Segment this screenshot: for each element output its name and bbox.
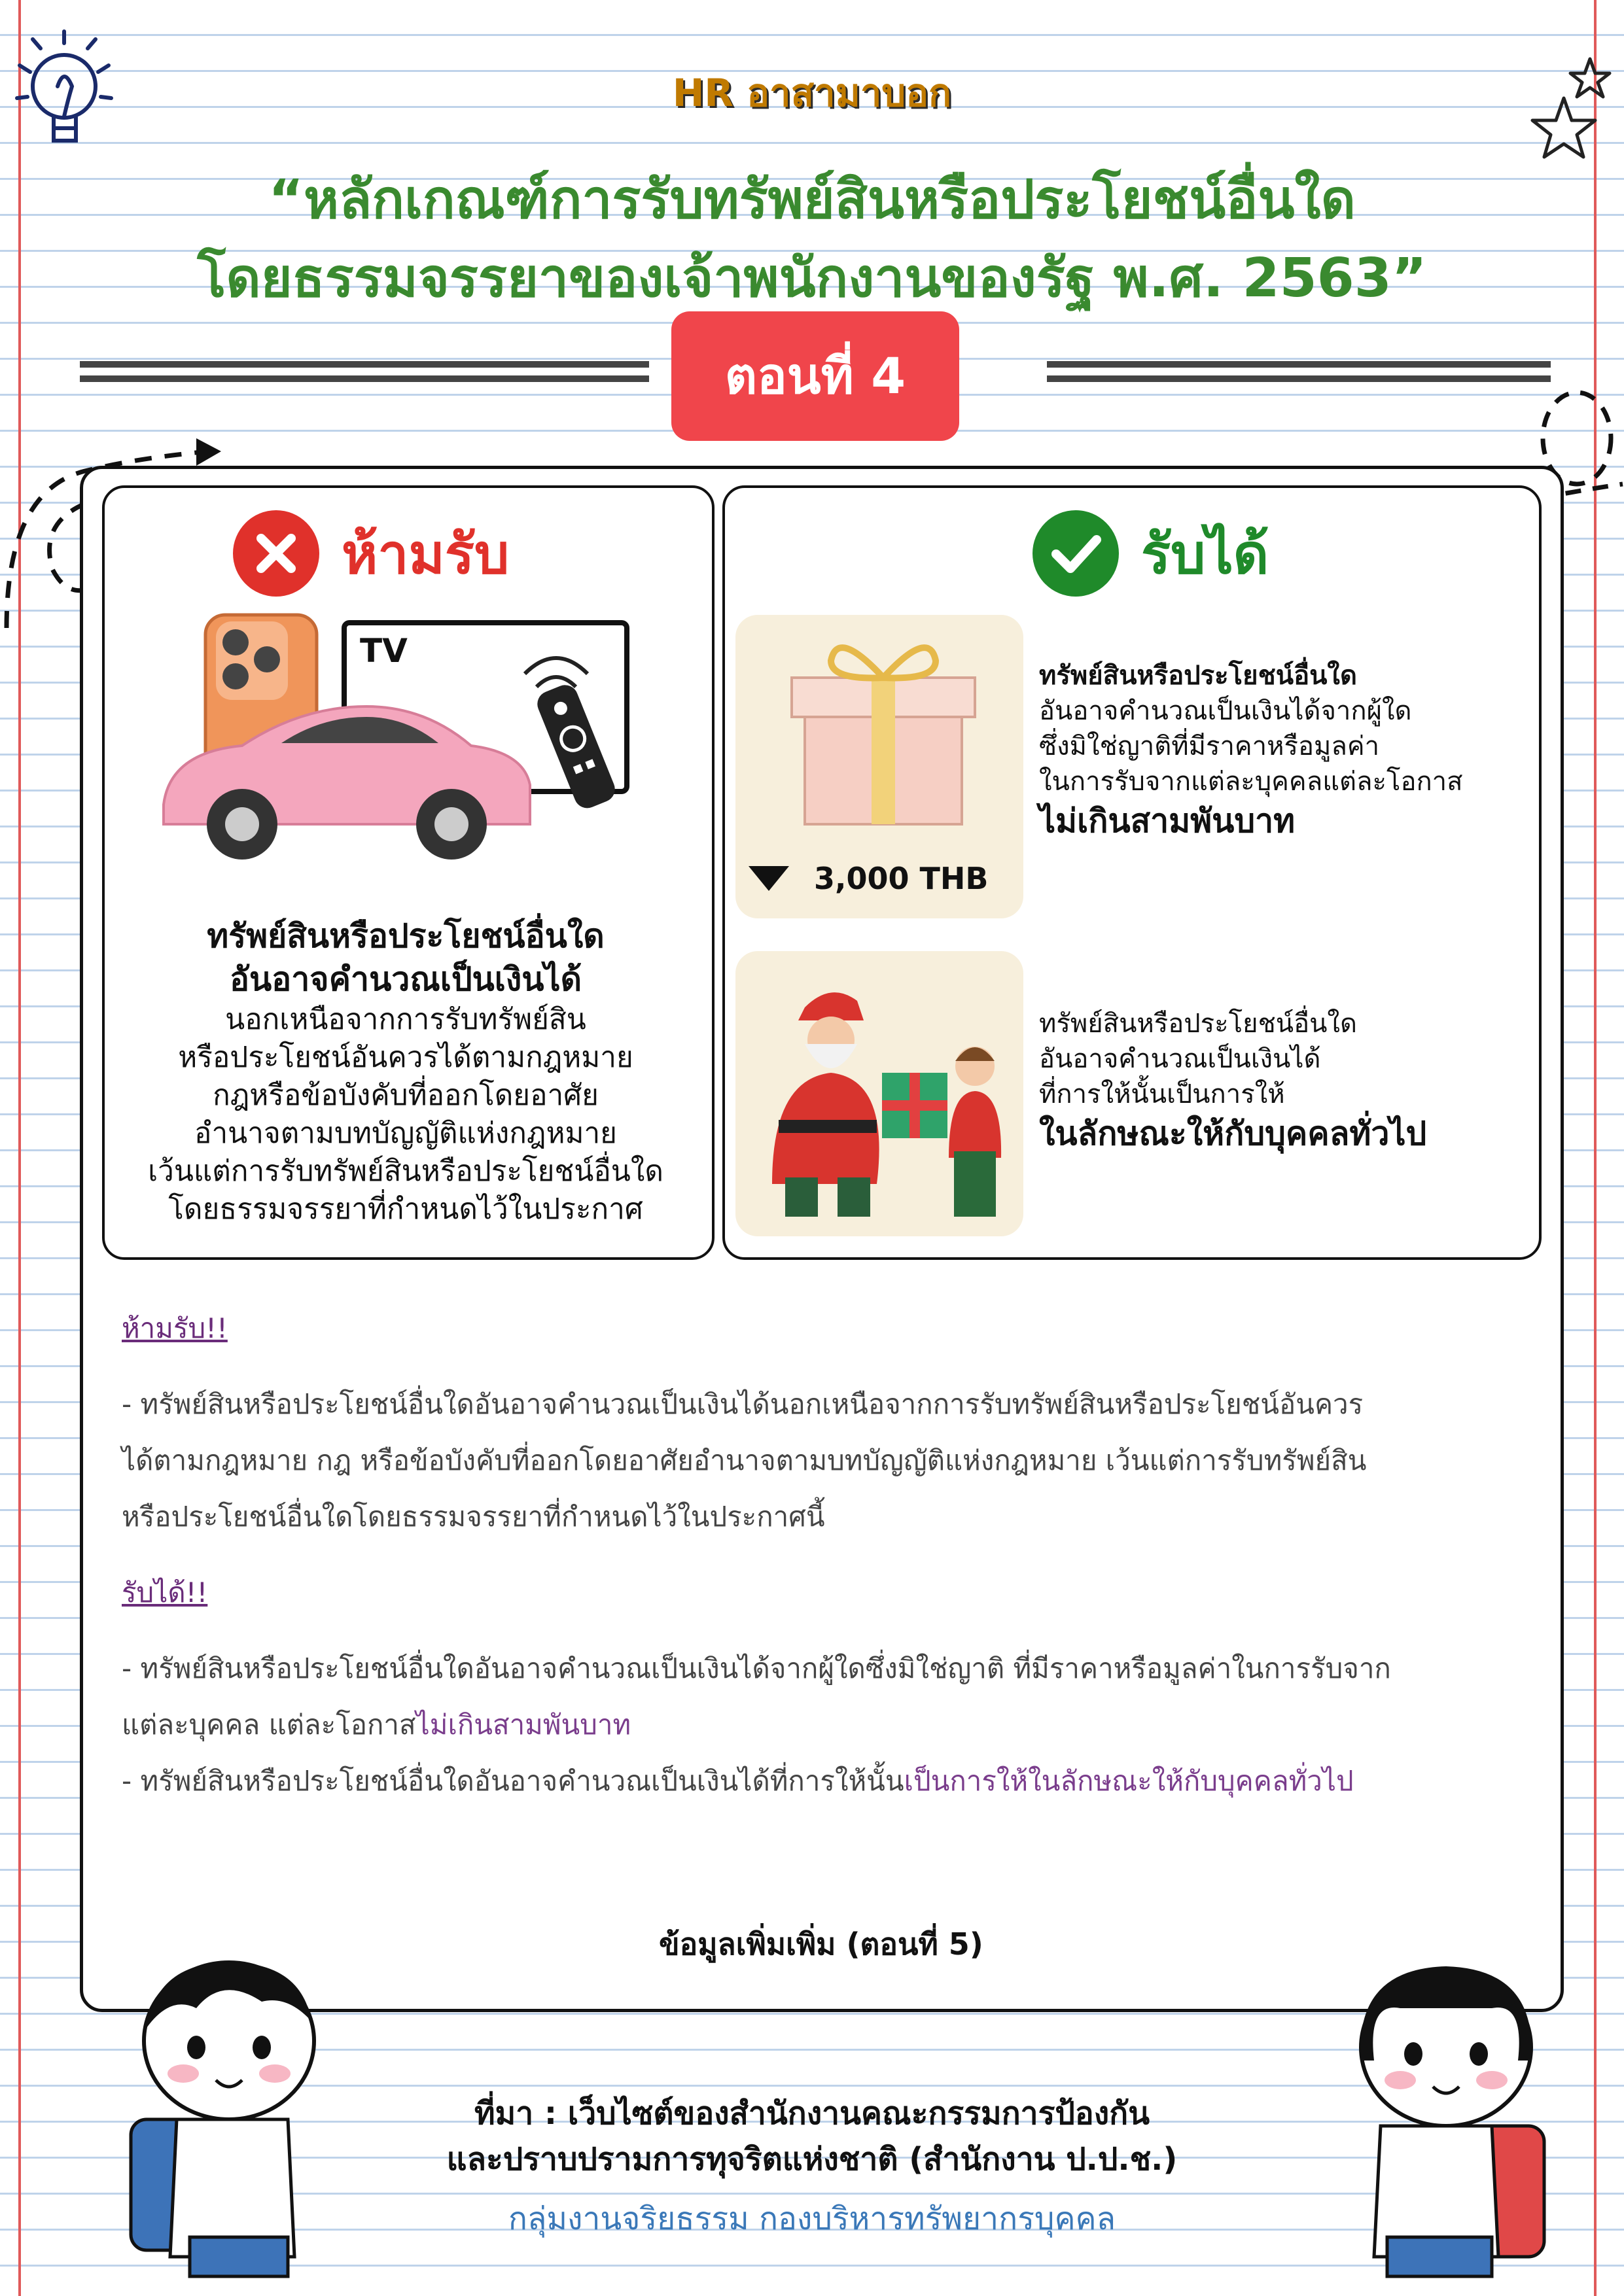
forbidden-line: กฎหรือข้อบังคับที่ออกโดยอาศัย <box>213 1079 599 1112</box>
footer-source-line-2: และปราบปรามการทุจริตแห่งชาติ (สำนักงาน ป.ป.ช.) <box>446 2141 1178 2178</box>
details-allowed-line-2a: แต่ละบุคคล แต่ละโอกาส <box>122 1709 416 1741</box>
forbidden-description <box>105 914 707 1228</box>
forbidden-line: หรือประโยชน์อันควรได้ตามกฎหมาย <box>178 1041 633 1074</box>
gift-price: 3,000 THB <box>814 861 989 896</box>
divider-left <box>80 361 649 382</box>
allowed-card1-emphasis: ไม่เกินสามพันบาท <box>1039 802 1296 840</box>
details-forbidden-line: หรือประโยชน์อื่นใดโดยธรรมจรรยาที่กำหนดไว้ในประกาศนี้ <box>122 1501 825 1533</box>
forbidden-gifts-illustration <box>150 608 661 883</box>
details-forbidden-line: ได้ตามกฎหมาย กฎ หรือข้อบังคับที่ออกโดยอาศัยอำนาจตามบทบัญญัติแห่งกฎหมาย เว้นแต่การรับทรัพย์สิน <box>122 1444 1367 1476</box>
allowed-card2-emphasis: ในลักษณะให้กับบุคคลทั่วไป <box>1039 1115 1427 1153</box>
details-allowed-line-2 <box>122 1697 1535 1753</box>
details-allowed-line-3a: - ทรัพย์สินหรือประโยชน์อื่นใดอันอาจคำนวณเป็นเงินได้ที่การให้นั้น <box>122 1765 904 1797</box>
santa-gift-illustration <box>746 981 1021 1230</box>
allowed-card2-line: ที่การให้นั้นเป็นการให้ <box>1039 1079 1285 1109</box>
title-line-2: โดยธรรมจรรยาของเจ้าพนักงานของรัฐ พ.ศ. 2563” <box>197 247 1427 309</box>
details-allowed-heading: รับได้!! <box>122 1576 208 1609</box>
allowed-card1-bold: ทรัพย์สินหรือประโยชน์อื่นใด <box>1039 661 1357 691</box>
forbidden-line: โดยธรรมจรรยาที่กำหนดไว้ในประกาศ <box>168 1192 643 1226</box>
forbidden-title: ห้ามรับ <box>342 522 510 586</box>
margin-line-right <box>1594 0 1597 2296</box>
tv-label: TV <box>360 632 408 670</box>
allowed-card1-line: ในการรับจากแต่ละบุคคลแต่ละโอกาส <box>1039 767 1463 797</box>
footer-source-line-1: ที่มา : เว็บไซต์ของสำนักงานคณะกรรมการป้องกัน <box>474 2095 1150 2132</box>
allowed-card1-line: ซึ่งมิใช่ญาติที่มีราคาหรือมูลค่า <box>1039 731 1380 761</box>
allowed-card2-line: ทรัพย์สินหรือประโยชน์อื่นใด <box>1039 1009 1357 1039</box>
title-line-1: “หลักเกณฑ์การรับทรัพย์สินหรือประโยชน์อื่นใด <box>268 169 1356 231</box>
footer-source <box>0 2091 1624 2182</box>
allowed-card1-text <box>1039 658 1536 843</box>
allowed-title: รับได้ <box>1141 522 1269 586</box>
details-allowed-line-1: - ทรัพย์สินหรือประโยชน์อื่นใดอันอาจคำนวณเป็นเงินได้จากผู้ใดซึ่งมิใช่ญาติ ที่มีราคาหรือมูลค่าในการรับจาก <box>122 1652 1391 1684</box>
footer-org: กลุ่มงานจริยธรรม กองบริหารทรัพยากรบุคคล <box>508 2200 1116 2237</box>
forbidden-bold-line-2: อันอาจคำนวณเป็นเงินได้ <box>229 960 582 998</box>
forbidden-line: นอกเหนือจากการรับทรัพย์สิน <box>225 1003 586 1036</box>
more-info-link[interactable]: ข้อมูลเพิ่มเพิ่ม (ตอนที่ 5) <box>659 1926 983 1962</box>
x-circle-icon <box>233 510 319 597</box>
details-forbidden-heading: ห้ามรับ!! <box>122 1312 228 1344</box>
episode-badge: ตอนที่ 4 <box>671 311 959 441</box>
check-circle-icon <box>1033 510 1119 597</box>
divider-right <box>1047 361 1551 382</box>
details-allowed-line-3b: เป็นการให้ในลักษณะให้กับบุคคลทั่วไป <box>904 1765 1354 1797</box>
details-section <box>122 1300 1535 1809</box>
margin-line-left <box>18 0 21 2296</box>
allowed-card1-line: อันอาจคำนวณเป็นเงินได้จากผู้ใด <box>1039 696 1412 726</box>
details-allowed-line-2b: ไม่เกินสามพันบาท <box>415 1709 631 1741</box>
allowed-title-row <box>1033 508 1269 599</box>
forbidden-line: อำนาจตามบทบัญญัติแห่งกฎหมาย <box>194 1117 617 1150</box>
gift-box-icon <box>759 621 1001 844</box>
forbidden-title-row <box>233 508 509 599</box>
forbidden-bold-line-1: ทรัพย์สินหรือประโยชน์อื่นใด <box>207 917 605 955</box>
down-triangle-icon <box>746 862 792 895</box>
forbidden-line: เว้นแต่การรับทรัพย์สินหรือประโยชน์อื่นใด <box>148 1155 663 1188</box>
allowed-card2-text <box>1039 1006 1536 1155</box>
header-tag: HR อาสามาบอก <box>672 71 952 115</box>
allowed-card2-line: อันอาจคำนวณเป็นเงินได้ <box>1039 1044 1321 1074</box>
details-forbidden-line: - ทรัพย์สินหรือประโยชน์อื่นใดอันอาจคำนวณเป็นเงินได้นอกเหนือจากการรับทรัพย์สินหรือประโยชน์อันควร <box>122 1388 1364 1420</box>
details-allowed-line-3 <box>122 1753 1535 1809</box>
